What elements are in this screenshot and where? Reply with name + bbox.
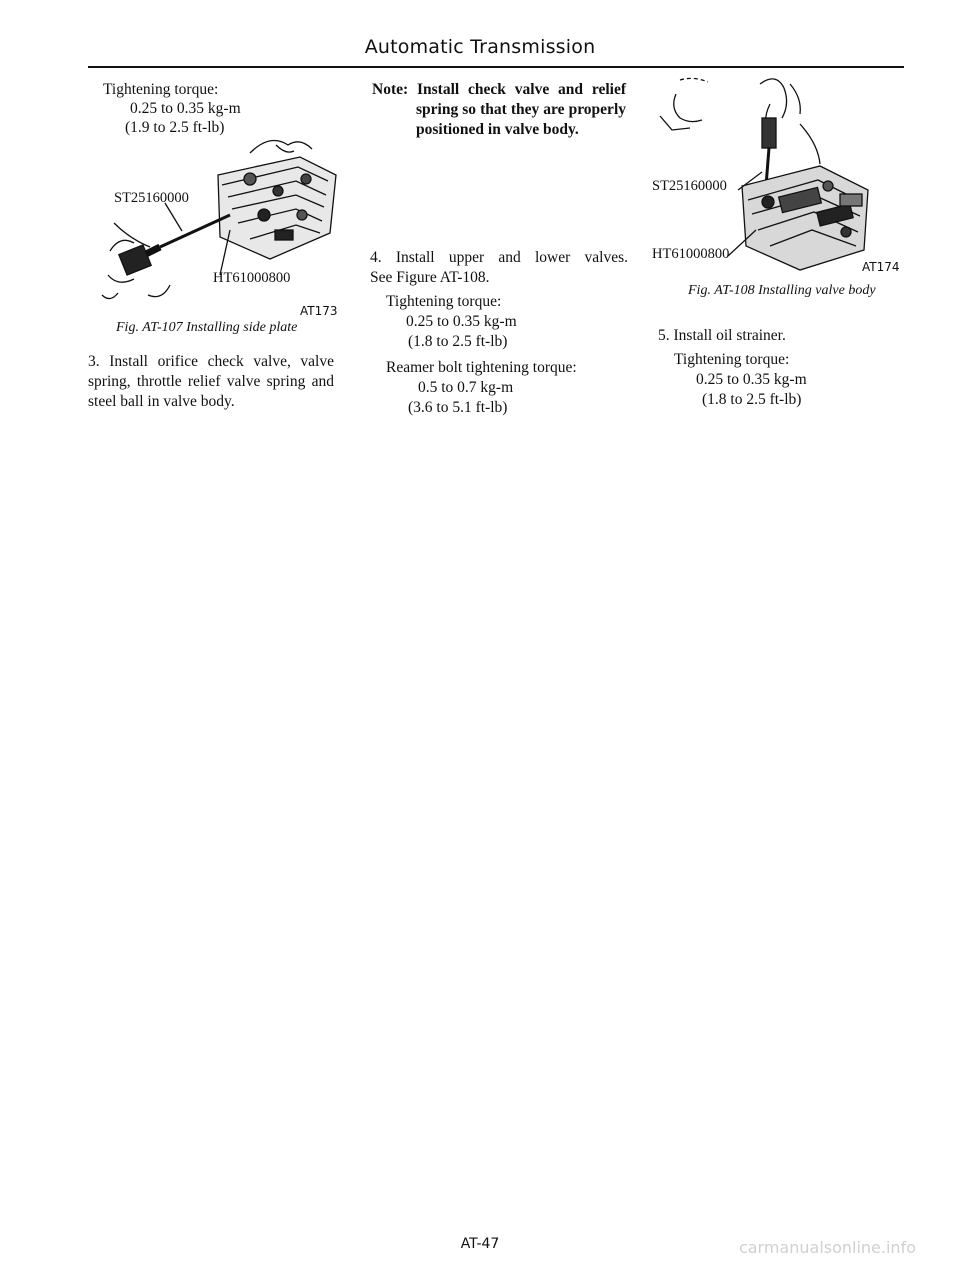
watermark: carmanualsonline.info (738, 1238, 916, 1257)
torque-kgm-3: 0.25 to 0.35 kg-m (696, 371, 807, 388)
header-rule (88, 66, 904, 68)
fig108-callout-tool: ST25160000 (652, 178, 727, 194)
fig108-callout-bolt: HT61000800 (652, 246, 730, 262)
step4-line-2: See Figure AT-108. (370, 269, 490, 286)
step5: 5. Install oil strainer. (658, 327, 786, 344)
torque-kgm-2: 0.25 to 0.35 kg-m (406, 313, 517, 330)
reamer-kgm: 0.5 to 0.7 kg-m (418, 379, 514, 396)
fig108-caption: Fig. AT-108 Installing valve body (688, 283, 876, 298)
torque-kgm-1: 0.25 to 0.35 kg-m (130, 100, 241, 117)
page-number: AT-47 (460, 1236, 500, 1252)
fig107-caption: Fig. AT-107 Installing side plate (116, 320, 298, 335)
page-header: Automatic Transmission (364, 36, 596, 58)
reamer-ftlb: (3.6 to 5.1 ft-lb) (408, 399, 508, 416)
note-line-1: Note: Install check valve and relief (372, 81, 626, 98)
reamer-label: Reamer bolt tightening torque: (386, 359, 577, 376)
fig108-code: AT174 (862, 260, 900, 274)
torque-label-2: Tightening torque: (386, 293, 502, 310)
fig107-callout-tool: ST25160000 (114, 190, 189, 206)
torque-ftlb-3: (1.8 to 2.5 ft-lb) (702, 391, 802, 408)
torque-label-1: Tightening torque: (103, 81, 219, 98)
fig107-code: AT173 (300, 304, 338, 318)
step4-line-1: 4. Install upper and lower valves. (370, 249, 628, 266)
fig107-callout-bolt: HT61000800 (213, 270, 291, 286)
torque-ftlb-1: (1.9 to 2.5 ft-lb) (125, 119, 225, 136)
torque-ftlb-2: (1.8 to 2.5 ft-lb) (408, 333, 508, 350)
note-line-2: spring so that they are properly (416, 101, 626, 118)
step3-line-1: 3. Install orifice check valve, valve (88, 353, 334, 370)
figure-at108-illustration (650, 74, 900, 274)
step3-line-3: steel ball in valve body. (88, 393, 235, 410)
step3-line-2: spring, throttle relief valve spring and (88, 373, 334, 390)
torque-label-3: Tightening torque: (674, 351, 790, 368)
note-line-3: positioned in valve body. (416, 121, 579, 138)
